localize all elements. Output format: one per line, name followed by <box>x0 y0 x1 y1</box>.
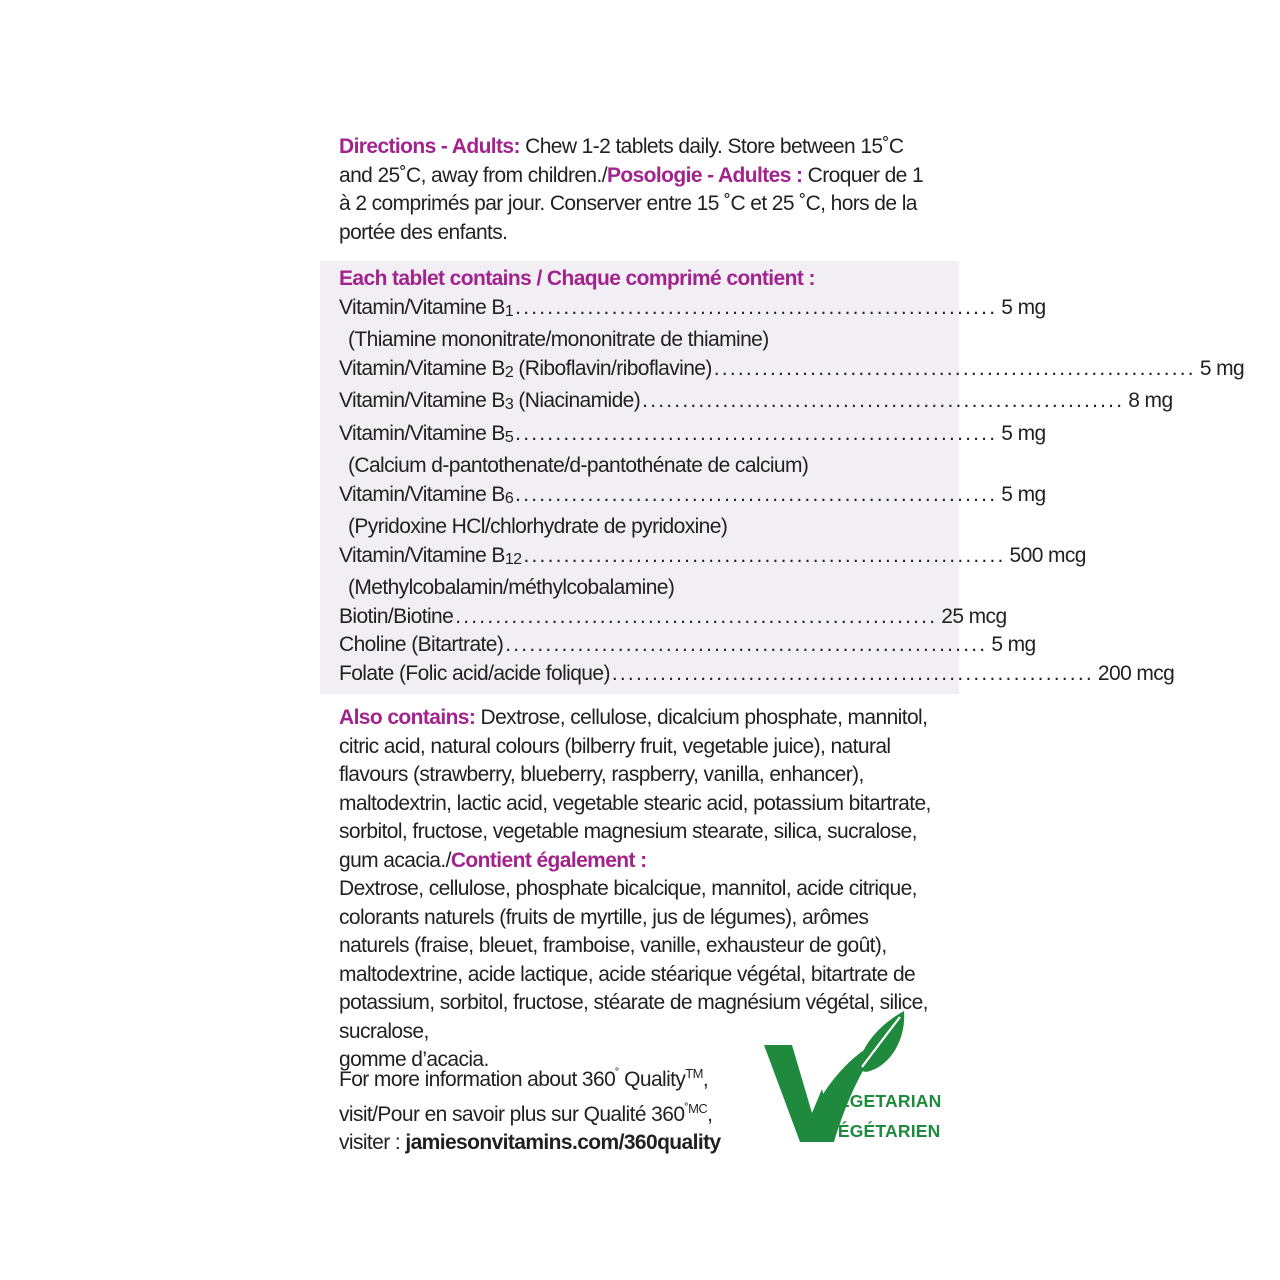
ingredient-name-text: Vitamin/Vitamine B <box>339 356 505 380</box>
ingredient-amount: 5 mg <box>1001 421 1046 445</box>
ingredient-name <box>339 294 513 327</box>
directions-text-en: Chew 1-2 tablets daily. Store between 15˚C and 25˚C, away from children./ <box>339 135 904 187</box>
footer-line-3-text: visiter : <box>339 1131 406 1154</box>
ingredient-name-text: Vitamin/Vitamine B <box>339 389 505 412</box>
dot-leader: ............................................................ <box>505 633 988 656</box>
ingredient-subscript: 3 <box>504 396 514 413</box>
ingredient-amount: 5 mg <box>1001 482 1046 506</box>
dot-leader: ............................................................ <box>642 389 1125 412</box>
ingredient-name-text: Vitamin/Vitamine B <box>339 543 505 567</box>
ingredient-subscript: 5 <box>504 428 514 446</box>
ingredients-panel <box>320 261 1245 694</box>
ingredient-name-text: Biotin/Biotine <box>339 604 454 628</box>
ingredient-name <box>339 603 453 632</box>
footer-line-1-quality: Quality <box>618 1068 686 1091</box>
ingredient-form: (Niacinamide) <box>513 389 641 412</box>
also-contains-text-en: Dextrose, cellulose, dicalcium phosphate, mannitol, citric acid, natural colours (bilberry fruit, vegetable juice), natural flavours (strawberry, blueberry, raspberry, vanilla, enhancer), maltodextrin, lactic acid, vegetable stearic acid, potassium bitartrate, sorbitol, fructose, vegetable magnesium stearate, silica, sucralose, gum acacia./ <box>339 706 931 872</box>
also-contains-text-fr: Dextrose, cellulose, phosphate bicalcique, mannitol, acide citrique, colorants naturels (fruits de myrtille, jus de légumes), arômes naturels (fraise, bleuet, framboise, vanille, exhausteur de goût), maltodextrine, acide lactique, acide stéarique végétal, bitartrate de potassium, sorbitol, fructose, stéarate de magnésium végétal, silice, sucralose, <box>339 877 928 1043</box>
also-contains-paragraph <box>339 704 939 875</box>
also-contains-label-fr: Contient également : <box>450 848 647 872</box>
directions-text-fr: Croquer de 1 à 2 comprimés par jour. Conserver entre 15 ˚C et 25 ˚C, hors de la portée des enfants. <box>339 163 924 244</box>
ingredient-subscript: 12 <box>504 550 522 568</box>
footer-line-1-text: For more information about 360 <box>339 1068 616 1091</box>
also-contains-text-fr-end: gomme d’acacia. <box>339 1048 489 1071</box>
ingredient-name <box>339 631 503 660</box>
ingredient-name <box>339 387 640 420</box>
ingredient-name <box>339 420 513 453</box>
ingredient-row <box>339 481 1046 514</box>
ingredient-name-text: Choline (Bitartrate) <box>339 633 504 656</box>
ingredient-name <box>339 481 513 514</box>
ingredient-subscript: 1 <box>504 302 514 320</box>
ingredient-name <box>339 355 712 388</box>
dot-leader: ............................................................ <box>515 482 998 506</box>
dot-leader: ............................................................ <box>515 295 998 319</box>
ingredient-name-text: Vitamin/Vitamine B <box>339 295 505 319</box>
ingredients-heading: Each tablet contains / Chaque comprimé contient : <box>339 267 815 290</box>
vegetarian-label-fr: VÉGÉTARIEN <box>826 1121 941 1141</box>
ingredient-source-note: (Pyridoxine HCl/chlorhydrate de pyridoxine) <box>348 515 728 538</box>
also-contains-label-en: Also contains: <box>339 706 476 729</box>
ingredient-amount: 500 mcg <box>1009 543 1086 567</box>
ingredient-row <box>339 420 1046 453</box>
ingredient-name-text: Vitamin/Vitamine B <box>339 482 505 506</box>
ingredient-row <box>339 355 1245 388</box>
ingredient-subscript: 2 <box>504 363 514 381</box>
degree-mark: ˚ <box>615 1066 619 1081</box>
dot-leader: ............................................................ <box>515 421 998 445</box>
ingredient-source-note: (Calcium d-pantothenate/d-pantothénate de calcium) <box>348 454 809 477</box>
footer-line-2-end: , <box>707 1102 713 1126</box>
footer-line-3 <box>339 1129 759 1158</box>
quality-info-footer <box>339 1060 759 1158</box>
ingredient-name-text: Vitamin/Vitamine B <box>339 421 505 445</box>
mc-mark: ˚MC <box>684 1100 708 1116</box>
ingredient-amount: 200 mcg <box>1097 661 1175 685</box>
ingredient-name-text: Folate (Folic acid/acide folique) <box>339 661 610 685</box>
vegetarian-label-en: VEGETARIAN <box>826 1091 942 1111</box>
dot-leader: ............................................................ <box>713 356 1196 380</box>
footer-line-2-text: visit/Pour en savoir plus sur Qualité 360 <box>339 1102 685 1126</box>
directions-paragraph <box>339 133 939 247</box>
dot-leader: ............................................................ <box>455 604 938 628</box>
ingredient-amount: 25 mcg <box>941 604 1007 628</box>
dot-leader: ............................................................ <box>611 661 1094 685</box>
ingredient-row <box>339 660 1175 689</box>
footer-line-2 <box>339 1095 759 1130</box>
ingredient-amount: 5 mg <box>1001 295 1046 319</box>
dot-leader: ............................................................ <box>523 543 1006 567</box>
ingredient-row <box>339 294 1046 327</box>
ingredient-list <box>339 294 1245 689</box>
footer-line-1 <box>339 1060 759 1095</box>
ingredient-row <box>339 631 1036 660</box>
ingredient-name <box>339 542 521 575</box>
ingredient-amount: 8 mg <box>1128 389 1173 412</box>
ingredient-row <box>339 542 1086 575</box>
ingredient-subscript: 6 <box>504 489 514 507</box>
ingredient-source-note: (Thiamine mononitrate/mononitrate de thiamine) <box>348 328 769 351</box>
ingredient-amount: 5 mg <box>1199 356 1245 380</box>
footer-line-1-end: , <box>702 1068 709 1091</box>
directions-label-en: Directions - Adults: <box>339 135 520 158</box>
ingredient-form: (Riboflavin/riboflavine) <box>513 356 712 380</box>
trademark-mark: TM <box>685 1066 703 1081</box>
ingredient-amount: 5 mg <box>991 633 1036 656</box>
quality-website-link[interactable]: jamiesonvitamins.com/360quality <box>405 1131 721 1154</box>
ingredient-source-note: (Methylcobalamin/méthylcobalamine) <box>348 576 675 599</box>
ingredient-row <box>339 603 1007 632</box>
ingredient-name <box>339 660 610 689</box>
directions-label-fr: Posologie - Adultes : <box>606 163 803 187</box>
ingredient-row <box>339 387 1173 420</box>
supplement-label <box>339 133 1245 1075</box>
